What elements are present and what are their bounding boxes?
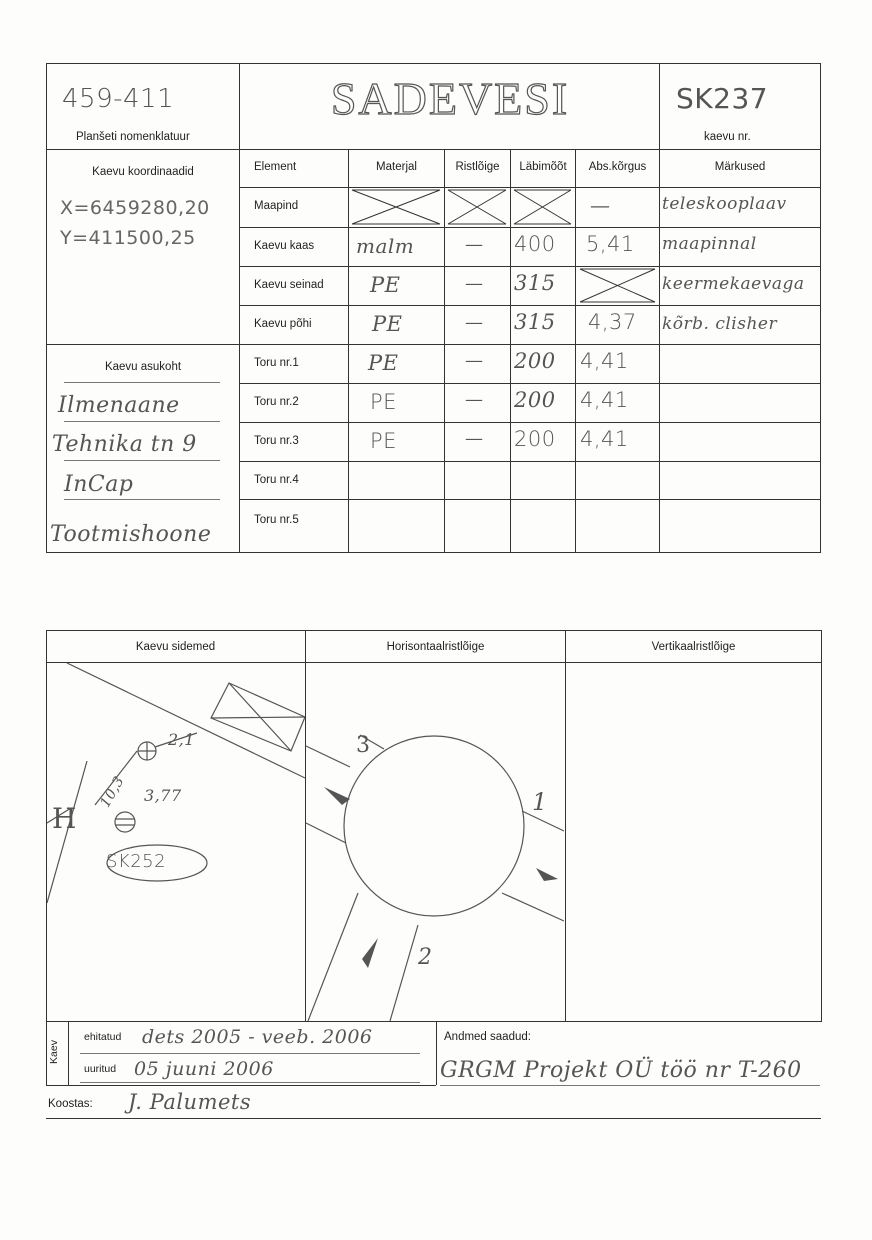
location-line-2: Tehnika tn 9 (52, 432, 197, 457)
connections-sketch (47, 663, 305, 1021)
header-material: Materjal (376, 161, 417, 173)
cell-diam-kaas: 400 (514, 232, 556, 256)
col-vertical-section: Vertikaalristlõige (651, 641, 736, 653)
header-abs-height: Abs.kõrgus (588, 161, 647, 173)
row-element-toru1: Toru nr.1 (254, 357, 299, 369)
sketch1-label-c: 3,77 (144, 786, 182, 805)
location-line-3: InCap (64, 472, 134, 497)
cell-diam-pohi: 315 (514, 310, 556, 334)
cell-diam-toru3: 200 (514, 427, 556, 451)
row-element-pohi: Kaevu põhi (254, 318, 312, 330)
header-notes: Märkused (714, 161, 766, 173)
cell-note-kaas: maapinnal (662, 234, 757, 254)
inspected-value: 05 juuni 2006 (134, 1058, 274, 1080)
cell-abs-toru3: 4,41 (580, 427, 629, 451)
kaev-side-label: Kaev (47, 1040, 60, 1064)
row-element-seinad: Kaevu seinad (254, 279, 324, 291)
cell-cross-pohi: — (465, 312, 484, 333)
row-element-toru2: Toru nr.2 (254, 396, 299, 408)
composer-value: J. Palumets (128, 1090, 252, 1114)
sketch2-label-2: 2 (418, 945, 433, 970)
cell-diam-seinad: 315 (514, 271, 556, 295)
inspected-label: uuritud (84, 1063, 117, 1075)
header-cross-section: Ristlõige (455, 161, 500, 173)
sketch2-label-1: 1 (532, 788, 548, 816)
cell-note-pohi: kõrb. clisher (662, 314, 778, 334)
row-element-toru3: Toru nr.3 (254, 435, 299, 447)
row-element-maapind: Maapind (254, 200, 299, 212)
built-label: ehitatud (84, 1031, 122, 1043)
row-element-toru4: Toru nr.4 (254, 474, 299, 486)
cell-note-seinad: keermekaevaga (662, 274, 805, 294)
built-value: dets 2005 - veeb. 2006 (142, 1026, 373, 1048)
coordinate-x: X=6459280,20 (60, 197, 210, 219)
cell-material-pohi: PE (372, 312, 403, 336)
cell-diam-toru1: 200 (514, 349, 556, 373)
coordinate-y: Y=411500,25 (60, 227, 196, 249)
location-label: Kaevu asukoht (104, 361, 182, 373)
cell-material-toru3: PE (370, 429, 397, 453)
cell-note-maapind: teleskooplaav (662, 194, 787, 214)
cell-material-seinad: PE (370, 273, 401, 297)
form-title: SADEVESI (330, 73, 570, 124)
row-element-kaas: Kaevu kaas (254, 240, 315, 252)
cell-abs-kaas: 5,41 (586, 232, 635, 256)
nomenclature-value: 459-411 (62, 84, 175, 114)
sketch2-label-3: 3 (356, 733, 371, 758)
cell-material-toru1: PE (368, 351, 399, 375)
composer-label: Koostas: (48, 1098, 93, 1110)
data-source-value: GRGM Projekt OÜ töö nr T-260 (440, 1058, 802, 1083)
cell-abs-toru2: 4,41 (580, 388, 629, 412)
col-horizontal-section: Horisontaalristlõige (386, 641, 485, 653)
cell-cross-toru1: — (465, 350, 484, 371)
cell-cross-toru3: — (465, 428, 484, 449)
cell-cross-toru2: — (465, 389, 484, 410)
location-line-4: Tootmishoone (50, 522, 212, 547)
horizontal-section-sketch (306, 663, 564, 1021)
cell-diam-toru2: 200 (514, 388, 556, 412)
cell-abs-toru1: 4,41 (580, 349, 629, 373)
data-source-label: Andmed saadud: (444, 1031, 531, 1043)
header-diameter: Läbimõõt (519, 161, 567, 173)
well-number-label: kaevu nr. (704, 131, 751, 143)
row-element-toru5: Toru nr.5 (254, 514, 299, 526)
cell-cross-seinad: — (465, 273, 484, 294)
sketch1-label-d: SK252 (106, 851, 167, 872)
nomenclature-label: Planšeti nomenklatuur (76, 131, 190, 143)
cell-cross-kaas: — (465, 234, 484, 255)
cell-material-toru2: PE (370, 390, 397, 414)
cell-abs-maapind: — (590, 193, 611, 217)
coordinates-label: Kaevu koordinaadid (92, 166, 194, 178)
sketch1-label-h: H (52, 802, 77, 835)
well-number-value: SK237 (676, 82, 769, 115)
sketch1-label-b: 2,1 (168, 730, 195, 749)
header-element: Element (254, 161, 297, 173)
sketch1-label-a: 10,3 (97, 773, 128, 811)
cell-abs-pohi: 4,37 (588, 310, 637, 334)
col-well-connections: Kaevu sidemed (135, 641, 216, 653)
cell-material-kaas: malm (356, 234, 415, 258)
location-line-1: Ilmenaane (58, 393, 180, 418)
